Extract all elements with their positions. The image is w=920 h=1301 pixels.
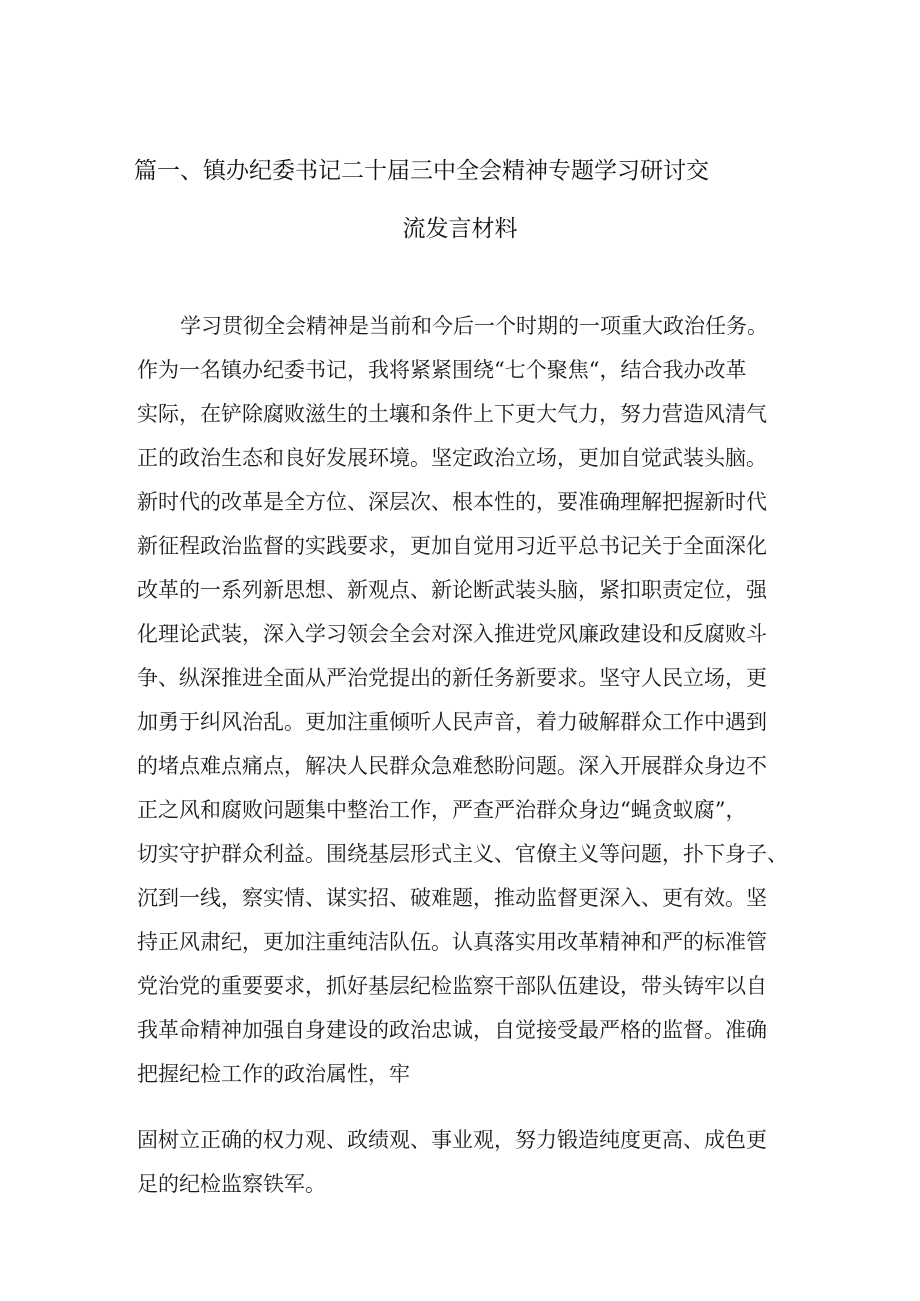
body-line: 学习贯彻全会精神是当前和今后一个时期的一项重大政治任务。 [180, 314, 768, 338]
document-title-line-2: 流发言材料 [402, 216, 518, 242]
body-line: 固树立正确的权力观、政绩观、事业观，努力锻造纯度更高、成色更 [137, 1128, 767, 1152]
body-line: 新征程政治监督的实践要求，更加自觉用习近平总书记关于全面深化 [137, 534, 767, 558]
body-line: 足的纪检监察铁军。 [137, 1172, 326, 1196]
body-line: 改革的一系列新思想、新观点、新论断武装头脑，紧扣职责定位，强 [137, 578, 767, 602]
body-line: 实际，在铲除腐败滋生的土壤和条件上下更大气力，努力营造风清气 [137, 402, 767, 426]
body-line: 加勇于纠风治乱。更加注重倾听人民声音，着力破解群众工作中遇到 [137, 710, 767, 734]
body-line: 作为一名镇办纪委书记，我将紧紧围绕“七个聚焦“，结合我办改革 [137, 358, 747, 382]
body-line: 争、纵深推进全面从严治党提出的新任务新要求。坚守人民立场，更 [137, 666, 767, 690]
body-line: 正的政治生态和良好发展环境。坚定政治立场，更加自觉武装头脑。 [137, 446, 767, 470]
body-line: 切实守护群众利益。围绕基层形式主义、官僚主义等问题，扑下身子、 [137, 842, 788, 866]
body-line: 持正风肃纪，更加注重纯洁队伍。认真落实用改革精神和严的标准管 [137, 930, 767, 954]
body-line: 把握纪检工作的政治属性，牢 [137, 1062, 410, 1086]
body-line: 正之风和腐败问题集中整治工作，严查严治群众身边“蝇贪蚁腐”， [137, 798, 747, 822]
body-line: 党治党的重要要求，抓好基层纪检监察干部队伍建设，带头铸牢以自 [137, 974, 767, 998]
body-line: 化理论武装，深入学习领会全会对深入推进党风廉政建设和反腐败斗 [137, 622, 767, 646]
body-line: 新时代的改革是全方位、深层次、根本性的，要准确理解把握新时代 [137, 490, 767, 514]
body-line: 的堵点难点痛点，解决人民群众急难愁盼问题。深入开展群众身边不 [137, 754, 767, 778]
document-title-line-1: 篇一、镇办纪委书记二十届三中全会精神专题学习研讨交 [134, 158, 709, 184]
body-line: 沉到一线，察实情、谋实招、破难题，推动监督更深入、更有效。坚 [137, 886, 767, 910]
body-line: 我革命精神加强自身建设的政治忠诚，自觉接受最严格的监督。准确 [137, 1018, 767, 1042]
